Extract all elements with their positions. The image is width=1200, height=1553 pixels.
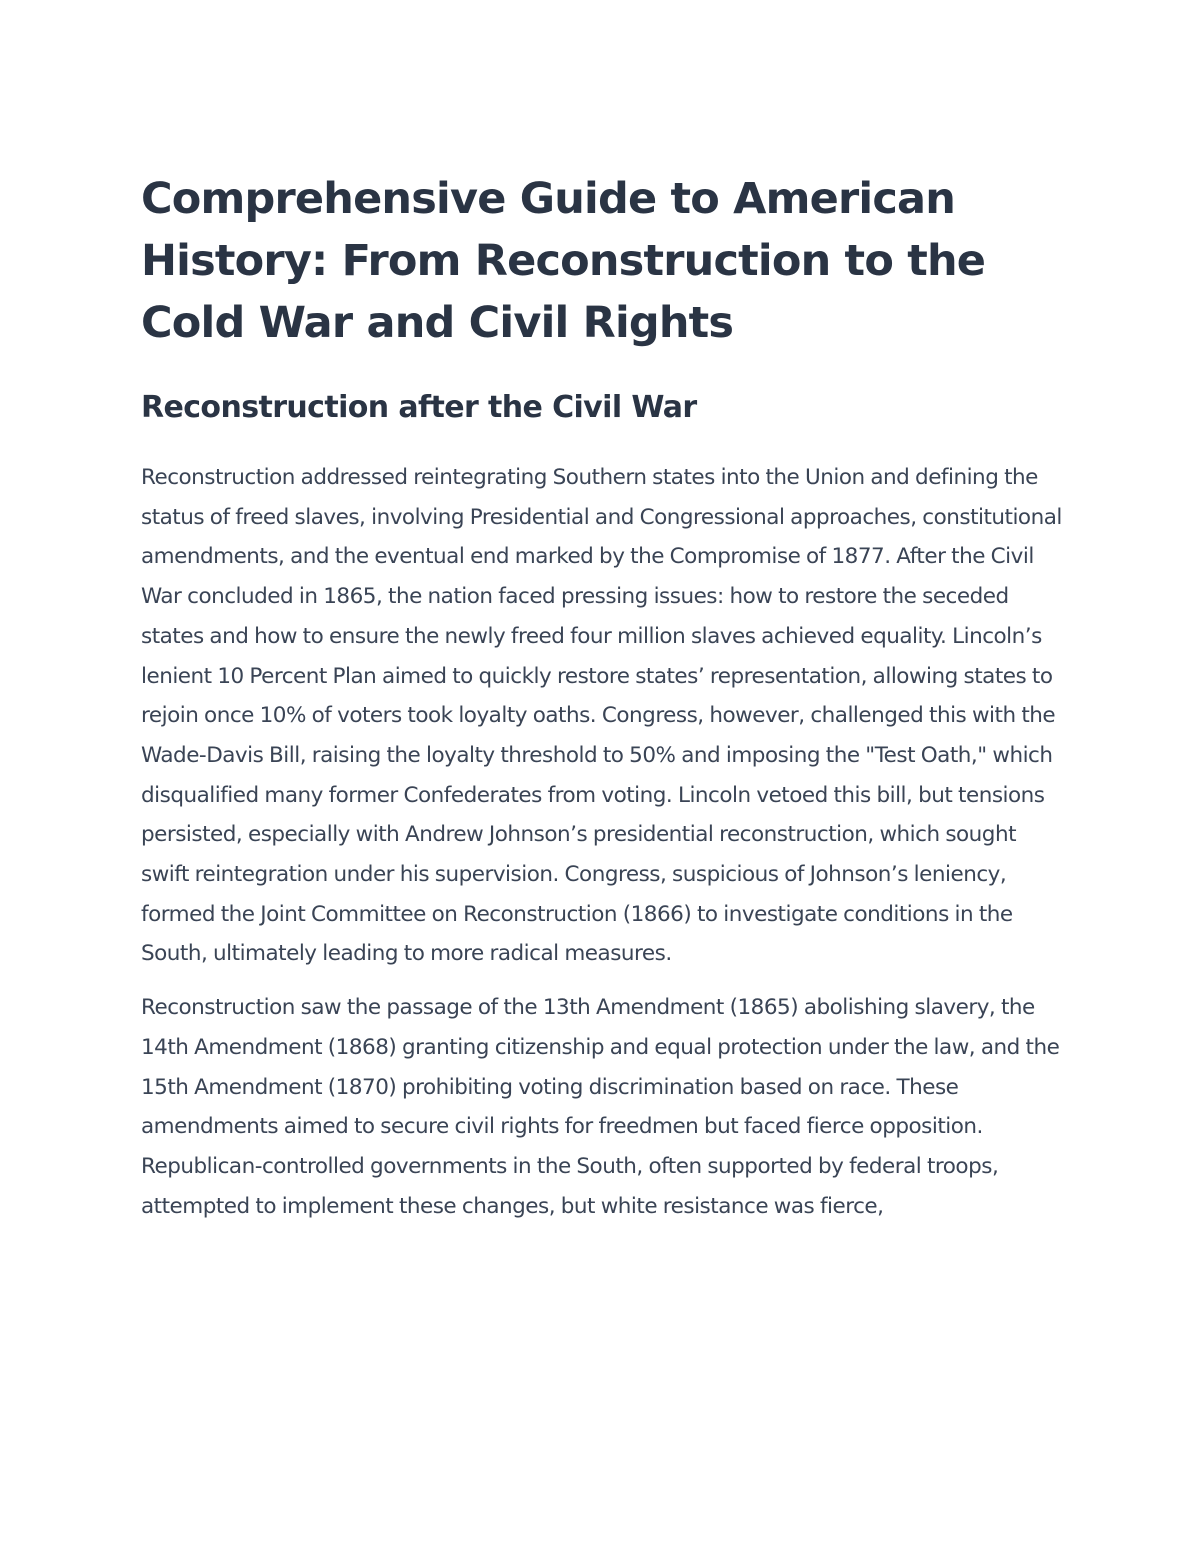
document-title: Comprehensive Guide to American History: From Reconstruction to the Cold War and Civil Rights [141,174,986,348]
body-paragraph: Reconstruction addressed reintegrating Southern states into the Union and defining the status of freed slaves, involving Presidential and Congressional approaches, constitutional amendments, and the eventual end marked by the Compromise of 1877. After the Civil War concluded in 1865, the nation faced pressing issues: how to restore the seceded states and how to ensure the newly freed four million slaves achieved equality. Lincoln’s lenient 10 Percent Plan aimed to quickly restore states’ representation, allowing states to rejoin once 10% of voters took loyalty oaths. Congress, however, challenged this with the Wade-Davis Bill, raising the loyalty threshold to 50% and imposing the "Test Oath," which disqualified many former Confederates from voting. Lincoln vetoed this bill, but tensions persisted, especially with Andrew Johnson’s presidential reconstruction, which sought swift reintegration under his supervision. Congress, suspicious of Johnson’s leniency, formed the Joint Committee on Reconstruction (1866) to investigate conditions in the South, ultimately leading to more radical measures. [141,465,1062,967]
section-heading: Reconstruction after the Civil War [141,390,697,425]
body-paragraph: Reconstruction saw the passage of the 13th Amendment (1865) abolishing slavery, the 14th Amendment (1868) granting citizenship and equal protection under the law, and the 15th Amendment (1870) prohibiting voting discrimination based on race. These amendments aimed to secure civil rights for freedmen but faced fierce opposition. Republican-controlled governments in the South, often supported by federal troops, attempted to implement these changes, but white resistance was fierce, [141,995,1060,1219]
document-page [141,168,1066,1226]
